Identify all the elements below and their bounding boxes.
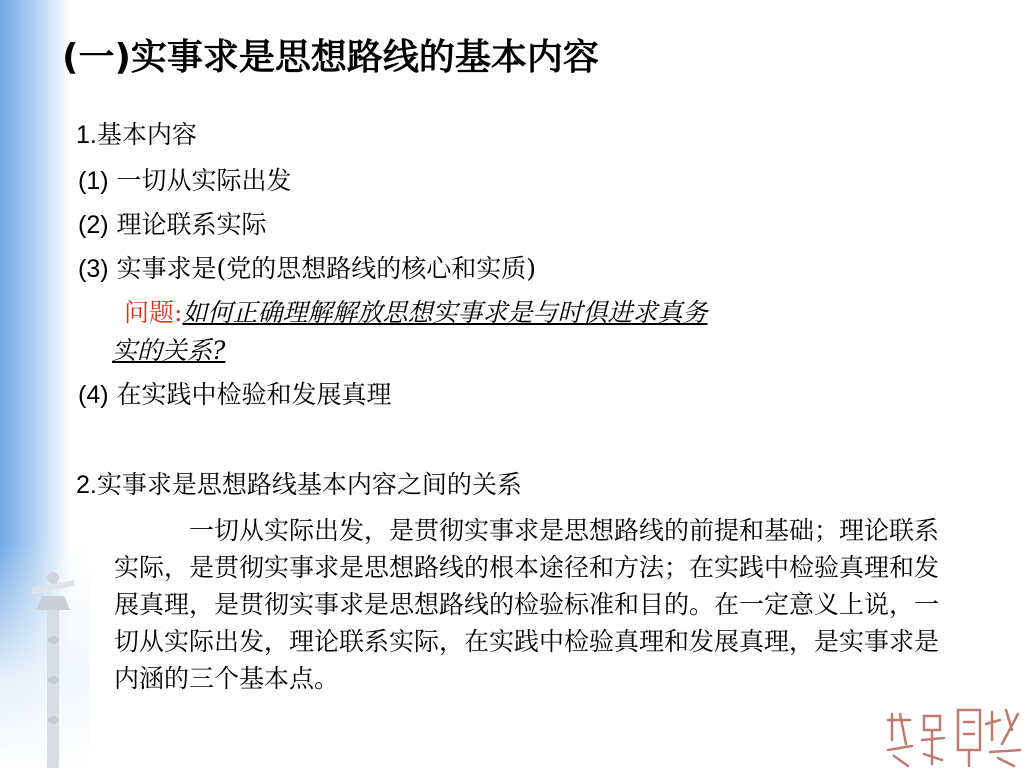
calligraphy-seal-logo <box>880 700 1024 768</box>
section-2-heading-text: 实事求是思想路线基本内容之间的关系 <box>96 470 522 499</box>
list-item <box>78 254 536 284</box>
section-2-paragraph: 一切从实际出发，是贯彻实事求是思想路线的前提和基础；理论联系实际，是贯彻实事求是思想路线的根本途径和方法；在实践中检验真理和发展真理，是贯彻实事求是思想路线的检验标准和目的。在一定意义上说，一切从实际出发，理论联系实际，在实践中检验真理和发展真理，是实事求是内涵的三个基本点。 <box>114 516 940 693</box>
list-item <box>78 210 267 240</box>
list-item-text: 在实践中检验和发展真理 <box>116 380 392 409</box>
question-line-2 <box>112 336 225 366</box>
list-item <box>78 380 392 410</box>
huabiao-pillar-decoration <box>32 570 74 768</box>
list-item-text: 实事求是(党的思想路线的核心和实质) <box>116 254 537 283</box>
question-line <box>124 298 707 328</box>
section-1-number: 1. <box>76 121 97 149</box>
list-item <box>78 166 292 196</box>
list-item-number: (1) <box>78 167 109 195</box>
section-2-number: 2. <box>76 471 97 499</box>
list-item-number: (4) <box>78 381 109 409</box>
question-label: 问题: <box>124 298 183 327</box>
list-item-text: 理论联系实际 <box>116 210 267 239</box>
slide-title: (一)实事求是思想路线的基本内容 <box>62 37 599 78</box>
list-item-number: (2) <box>78 211 109 239</box>
question-text-line1: 如何正确理解解放思想实事求是与时俱进求真务 <box>182 298 708 327</box>
list-item-number: (3) <box>78 255 109 283</box>
question-text-line2: 实的关系? <box>112 336 226 365</box>
section-2-heading <box>76 470 522 500</box>
section-1-heading <box>76 120 197 150</box>
section-1-heading-text: 基本内容 <box>96 120 197 149</box>
list-item-text: 一切从实际出发 <box>116 166 292 195</box>
